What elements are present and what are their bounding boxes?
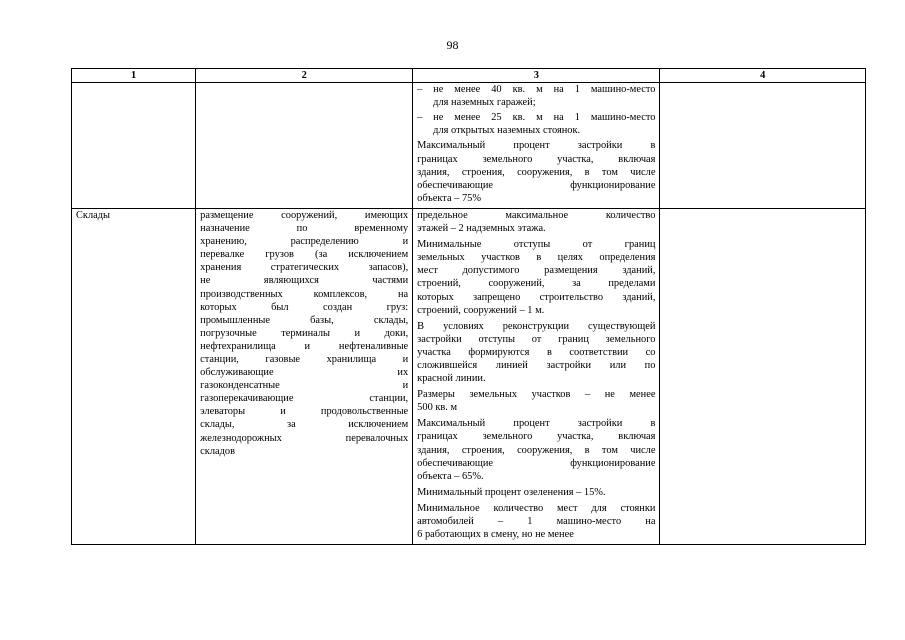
text-line: строений, сооружений, за пределами: [417, 278, 656, 290]
text-line: сложившейся линией застройки или по: [417, 359, 656, 371]
text-line: мест допустимого размещения зданий,: [417, 265, 656, 277]
text-line: для открытых наземных стоянок.: [433, 125, 581, 137]
table-row: [72, 83, 866, 209]
text-line: объекта – 75%: [417, 192, 482, 204]
text-line: здания, строения, сооружения, в том числе: [417, 444, 656, 456]
text-line: В условиях реконструкции существующей: [417, 320, 656, 332]
text-line: не менее 25 кв. м на 1 машино-место: [433, 112, 656, 124]
page-number: 98: [446, 38, 459, 52]
text-line: границах земельного участка, включая: [417, 153, 656, 165]
cell-land-use-name: Склады: [72, 208, 196, 544]
text-line: земельных участков в целях определения: [417, 252, 656, 264]
parameter-paragraph: [417, 139, 655, 204]
text-line: станции, газовые хранилища и: [200, 353, 409, 365]
bullet-item: [417, 111, 655, 137]
text-line: 6 работающих в смену, но не менее: [417, 529, 574, 541]
parameter-paragraph: [417, 502, 655, 541]
header-col-3: 3: [413, 69, 660, 83]
regulations-table: [71, 68, 866, 545]
text-line: размещение сооружений, имеющих: [200, 209, 409, 221]
text-line: строений, сооружений – 1 м.: [417, 304, 545, 316]
parameter-paragraph: [417, 238, 655, 317]
text-line: элеваторы и продовольственные: [200, 406, 409, 418]
text-line: обеспечивающие функционирование: [417, 179, 656, 191]
header-col-2: 2: [196, 69, 413, 83]
text-line: склады, за исключением: [200, 419, 409, 431]
text-line: которых был создан груз:: [200, 301, 409, 313]
text-line: этажей – 2 надземных этажа.: [417, 223, 546, 235]
dash-marker: –: [417, 84, 423, 96]
cell-land-use-description: [196, 83, 413, 209]
text-line: складов: [200, 445, 236, 457]
table-header-row: [72, 69, 866, 83]
text-line: которых запрещено строительство зданий,: [417, 291, 656, 303]
text-line: для наземных гаражей;: [433, 97, 536, 109]
header-col-1: 1: [72, 69, 196, 83]
text-line: Минимальное количество мест для стоянки: [417, 502, 656, 514]
text-line: здания, строения, сооружения, в том числе: [417, 166, 656, 178]
text-line: перевалке грузов (за исключением: [200, 249, 409, 261]
dash-marker: –: [417, 112, 423, 124]
text-line: границах земельного участка, включая: [417, 431, 656, 443]
parameter-paragraph: [417, 209, 655, 235]
text-line: участка формируются в соответствии со: [417, 346, 656, 358]
text-line: не менее 40 кв. м на 1 машино-место: [433, 84, 656, 96]
header-col-4: 4: [660, 69, 866, 83]
text-line: не являющихся частями: [200, 275, 409, 287]
text-line: погрузочные терминалы и доки,: [200, 327, 409, 339]
text-line: Минимальный процент озеленения – 15%.: [417, 486, 606, 498]
cell-land-use-name: [72, 83, 196, 209]
parameter-paragraph: [417, 320, 655, 385]
text-line: железнодорожных перевалочных: [200, 432, 409, 444]
text-line: Минимальные отступы от границ: [417, 239, 656, 251]
text-line: газоконденсатные и: [200, 380, 409, 392]
text-line: производственных комплексов, на: [200, 288, 409, 300]
text-line: Максимальный процент застройки в: [417, 140, 656, 152]
text-line: 500 кв. м: [417, 402, 458, 414]
text-line: застройки отступы от границ земельного: [417, 333, 656, 345]
text-line: назначение по временному: [200, 223, 409, 235]
text-line: обслуживающие их: [200, 367, 409, 379]
text-line: хранения стратегических запасов),: [200, 262, 409, 274]
text-line: объекта – 65%.: [417, 470, 484, 482]
text-line: нефтехранилища и нефтеналивные: [200, 340, 409, 352]
cell-parameters: [413, 208, 660, 544]
parameter-paragraph: [417, 388, 655, 414]
cell-notes: [660, 208, 866, 544]
cell-land-use-description: [196, 208, 413, 544]
text-line: промышленные базы, склады,: [200, 314, 409, 326]
table-row: [72, 208, 866, 544]
description-text: [200, 209, 408, 458]
cell-parameters: [413, 83, 660, 209]
text-line: обеспечивающие функционирование: [417, 457, 656, 469]
parameter-paragraph: [417, 486, 655, 499]
bullet-item: [417, 83, 655, 109]
text-line: хранению, распределению и: [200, 236, 409, 248]
text-line: красной линии.: [417, 373, 486, 385]
text-line: газоперекачивающие станции,: [200, 393, 409, 405]
bullet-text: [433, 111, 655, 137]
text-line: Размеры земельных участков – не менее: [417, 389, 656, 401]
text-line: автомобилей – 1 машино-место на: [417, 516, 656, 527]
text-line: предельное максимальное количество: [417, 209, 656, 221]
cell-notes: [660, 83, 866, 209]
bullet-text: [433, 83, 655, 109]
text-line: Максимальный процент застройки в: [417, 418, 656, 430]
parameter-paragraph: [417, 417, 655, 482]
